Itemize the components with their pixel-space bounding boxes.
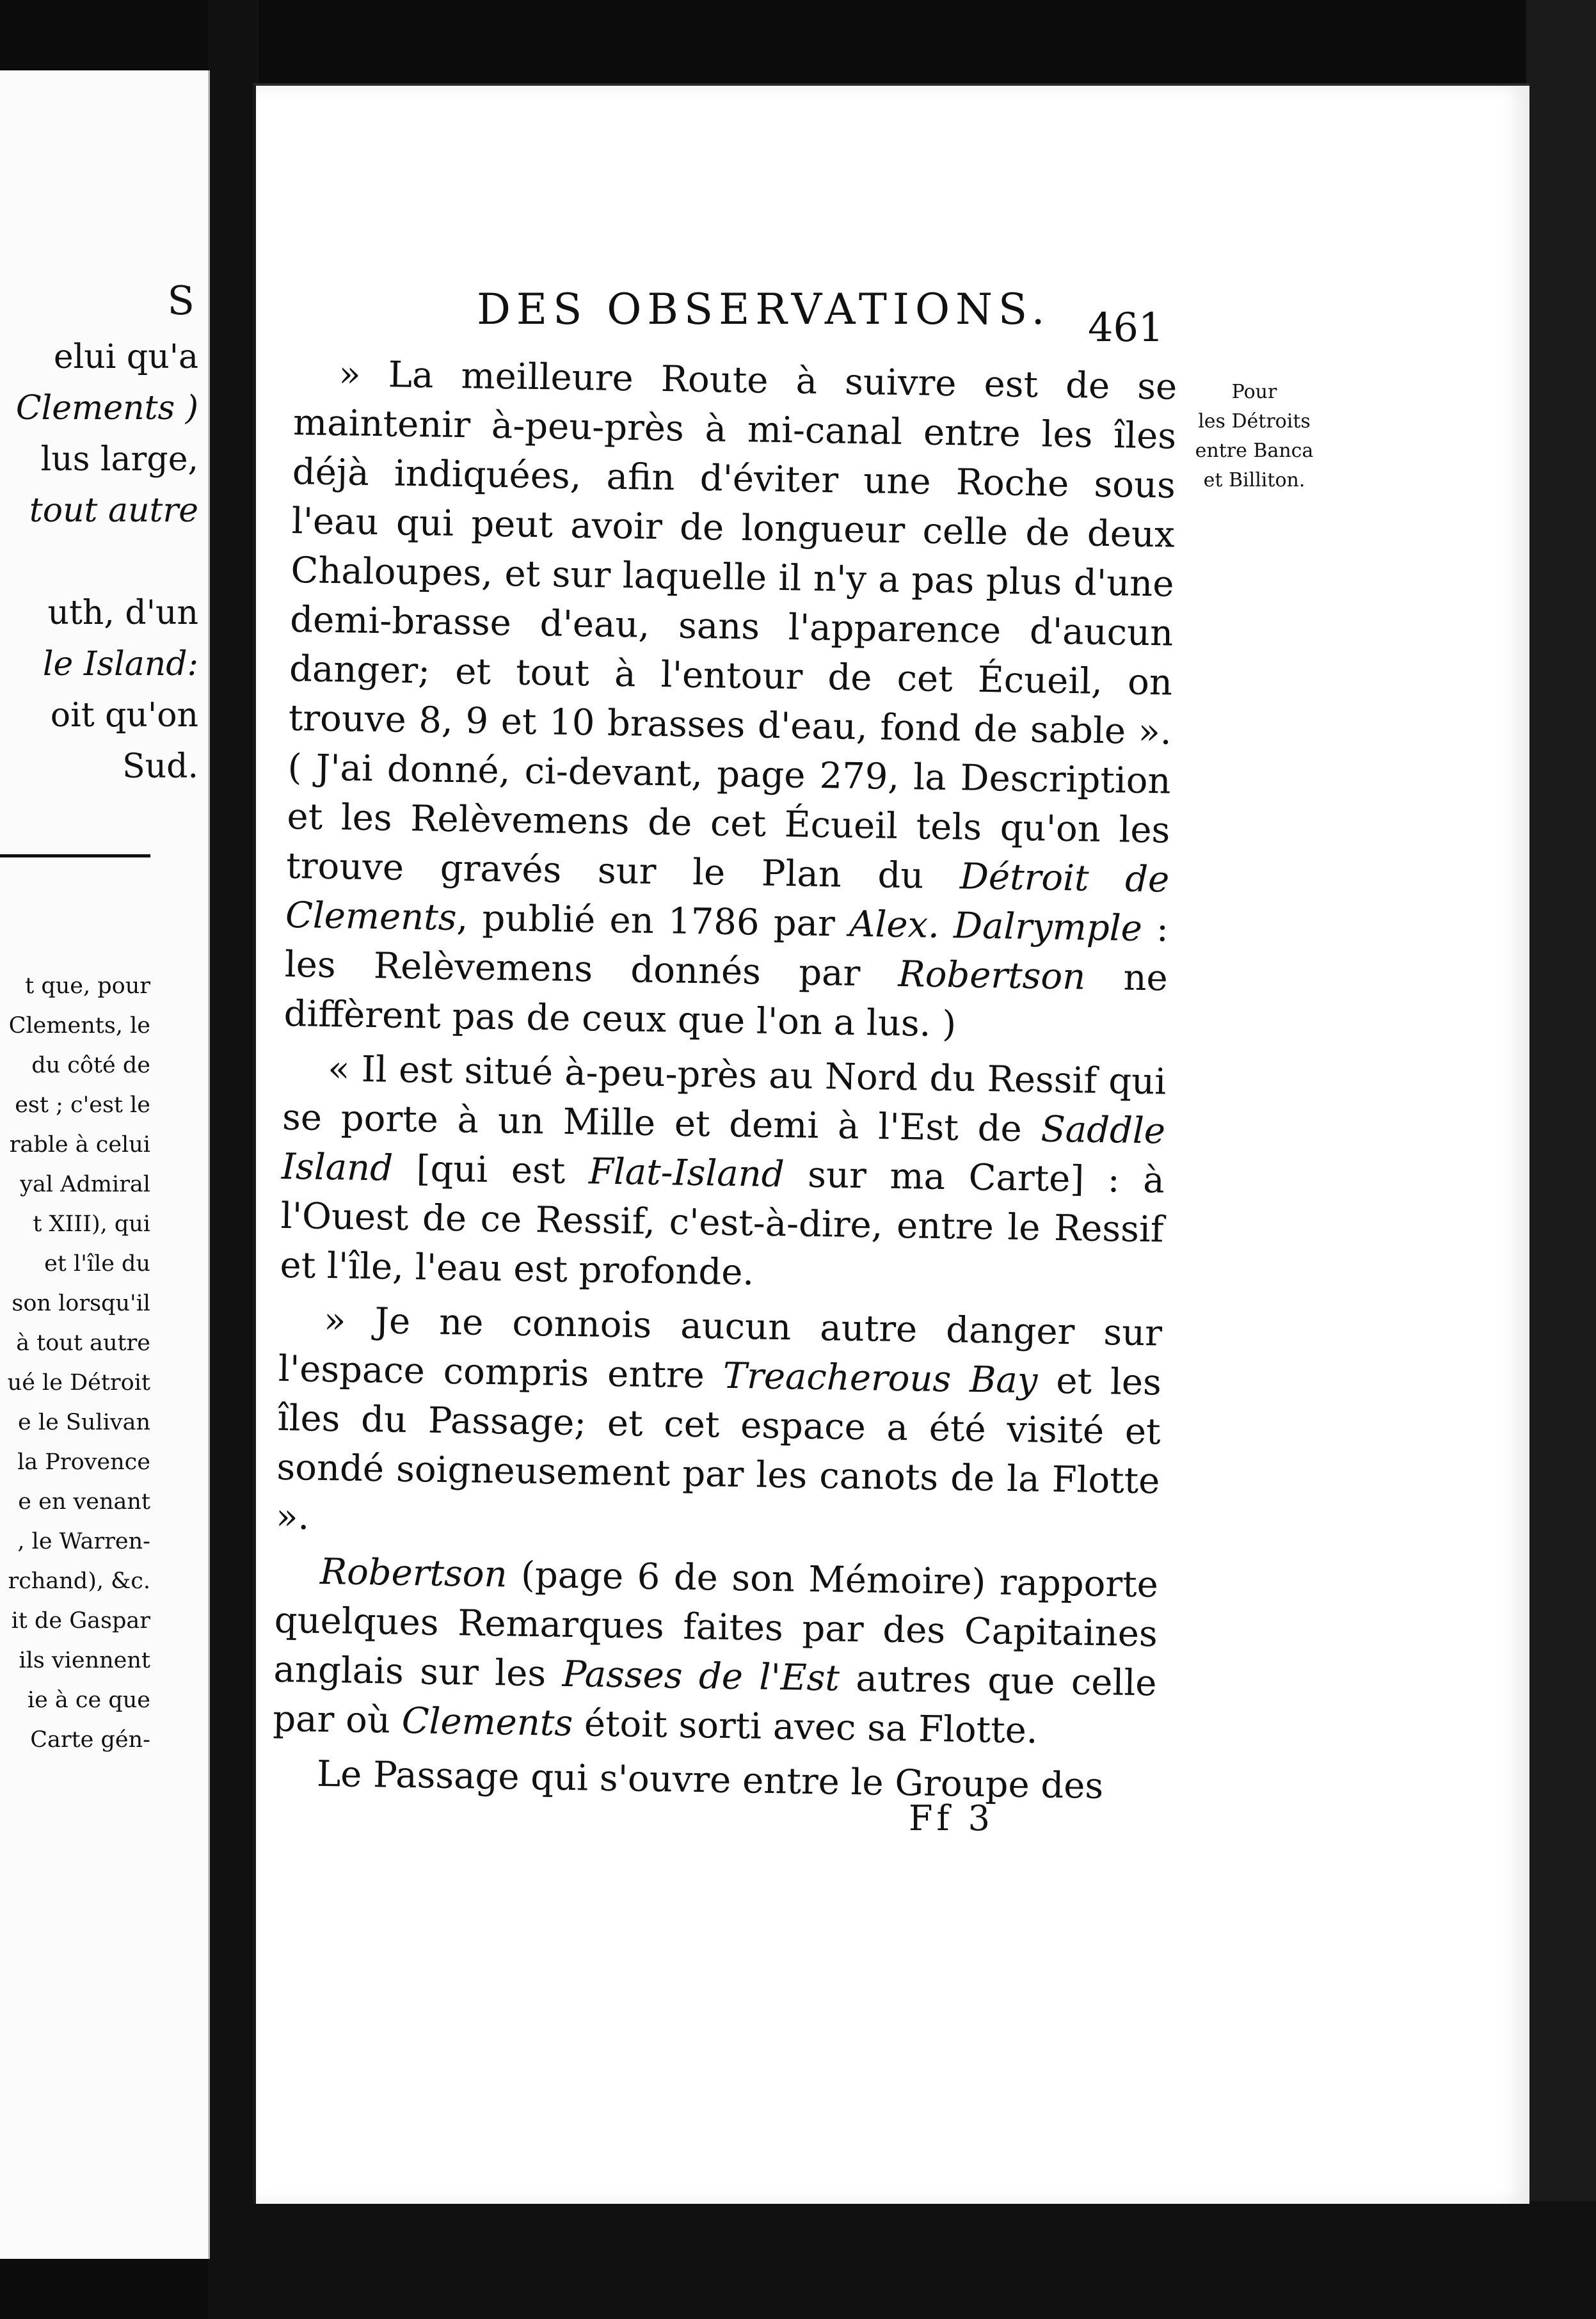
margin-note-line: et Billiton. [1203, 469, 1305, 491]
text-run: sur ma Carte] : à l'Ouest de ce Ressif, c'est-à-dire, entre le Ressif et l'île, l'eau est profonde. [279, 1154, 1165, 1294]
left-note-line: son lorsqu'il [12, 1291, 150, 1316]
left-line: lus large, [40, 440, 198, 479]
text-run: : les Relèvemens donnés par [284, 907, 1169, 995]
left-note-line: rable à celui [9, 1132, 150, 1158]
left-line: oit qu'on [50, 696, 198, 735]
left-note-line: est ; c'est le [15, 1092, 150, 1118]
left-note-line: ils viennent [19, 1648, 150, 1673]
margin-note-line: les Détroits [1198, 410, 1311, 433]
text-run: « Il est situé à-peu-près au Nord du Ressif qui se porte à un Mille et demi à l'Est de [282, 1048, 1167, 1151]
left-line: le Island: [42, 645, 198, 683]
text-run: » La meilleure Route à suivre est de se maintenir à-peu-près à mi-canal entre les îles déjà indiquées, afin d'éviter une Roche sous l'eau qui peut avoir de longueur celle de deux Chaloupes, et sur laquelle il n'y a pas plus d'une demi-brasse d'eau, sans l'apparence d'aucun danger; et tout à l'entour de cet Écueil, on trouve 8, 9 et 10 brasses d'eau, fond de sable ». ( J'ai donné, ci-devant, page 279, la Description et les Relèvemens de cet Écueil tels qu'on les trouve gravés sur le Plan du [285, 353, 1177, 898]
left-line: tout autre [29, 491, 198, 530]
italic-run: Treacherous Bay [722, 1355, 1038, 1402]
text-run: étoit sorti avec sa Flotte. [572, 1703, 1039, 1752]
paragraph-danger [276, 1295, 1163, 1556]
book-gutter [208, 0, 259, 2319]
left-note-line: e en venant [18, 1489, 150, 1515]
left-note-line: la Provence [17, 1449, 150, 1475]
text-run: Le Passage qui s'ouvre entre le Groupe des [316, 1753, 1104, 1808]
left-section-rule [0, 854, 150, 857]
running-title: DES OBSERVATIONS. [477, 285, 1051, 334]
text-run: et les îles du Passage; et cet espace a été visité et sondé soigneusement par les canots de la Flotte ». [275, 1360, 1162, 1538]
left-note-line: yal Admiral [20, 1172, 150, 1197]
text-run: (page 6 de son Mémoire) rapporte quelques Remarques faites par des Capitaines anglais sur les [273, 1554, 1159, 1695]
italic-run: Alex. Dalrymple [849, 903, 1143, 950]
text-run: ne diffèrent pas de ceux que l'on a lus. ) [283, 956, 1169, 1046]
left-line: Sud. [122, 747, 198, 786]
left-note-line: e le Sulivan [18, 1410, 150, 1435]
text-run: » Je ne connois aucun autre danger sur l'espace compris entre [278, 1299, 1163, 1397]
italic-run: Robertson [898, 953, 1086, 998]
italic-run: Passes de l'Est [562, 1653, 840, 1700]
margin-note [1177, 378, 1331, 495]
left-note-line: du côté de [31, 1053, 150, 1078]
left-note-line: t XIII), qui [33, 1211, 150, 1237]
left-note-line: t que, pour [25, 973, 150, 999]
left-header-fragment: S [167, 277, 198, 324]
scan-bottom-band [208, 2201, 1596, 2319]
signature-mark: Ff 3 [909, 1798, 994, 1838]
body-text [271, 349, 1177, 1812]
page-number: 461 [1088, 304, 1164, 351]
left-line: Clements ) [15, 389, 198, 427]
left-line: elui qu'a [53, 338, 198, 376]
scan-right-edge [1526, 0, 1596, 2319]
left-note-line: ie à ce que [27, 1687, 150, 1713]
italic-run: Flat-Island [588, 1151, 785, 1196]
left-note-line: à tout autre [16, 1330, 150, 1356]
paragraph-route [283, 349, 1177, 1053]
left-note-line: Carte gén- [30, 1727, 150, 1753]
italic-run: Saddle Island [281, 1108, 1166, 1190]
text-run: autres que celle par où [272, 1657, 1157, 1742]
left-note-line: , le Warren- [17, 1529, 150, 1554]
text-run: [qui est [392, 1147, 589, 1193]
text-run: , publié en 1786 par [456, 897, 850, 945]
left-note-line: Clements, le [8, 1013, 150, 1039]
italic-run: Robertson [319, 1550, 508, 1596]
left-page-note [6, 966, 150, 1760]
left-facing-page [0, 70, 210, 2259]
left-note-line: rchand), &c. [8, 1568, 150, 1594]
paragraph-ressif [280, 1044, 1167, 1304]
margin-note-line: entre Banca [1195, 440, 1314, 462]
paragraph-robertson [273, 1547, 1159, 1758]
left-page-text [6, 275, 198, 792]
italic-run: Clements [401, 1700, 573, 1745]
left-note-line: et l'île du [44, 1251, 150, 1277]
left-line: uth, d'un [47, 594, 198, 632]
left-line [6, 536, 198, 587]
italic-run: Détroit de Clements [285, 856, 1170, 939]
left-note-line: it de Gaspar [11, 1608, 150, 1634]
margin-note-line: Pour [1231, 381, 1277, 403]
left-note-line: ué le Détroit [7, 1370, 150, 1396]
